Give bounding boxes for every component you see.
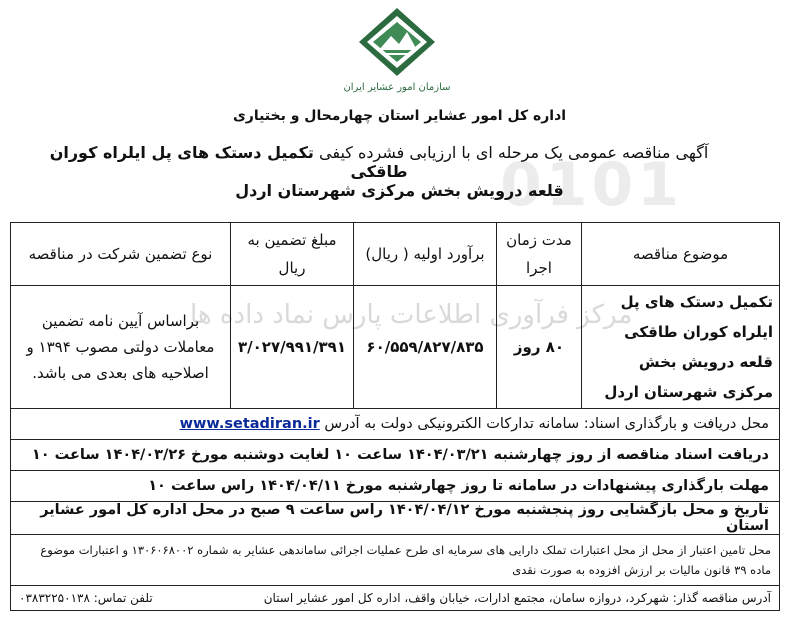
header-guarantee-amount: مبلغ تضمین به ریال	[231, 223, 354, 286]
table-header-row	[11, 223, 780, 286]
info-opening-row	[11, 502, 780, 535]
info-deadline-row	[11, 471, 780, 502]
cell-duration: ۸۰ روز	[497, 286, 582, 409]
cell-estimate: ۶۰/۵۵۹/۸۲۷/۸۳۵	[354, 286, 497, 409]
logo-caption: سازمان امور عشایر ایران	[343, 82, 451, 93]
table-row	[11, 286, 780, 409]
setadiran-link[interactable]: www.setadiran.ir	[179, 416, 320, 432]
cell-guarantee-amount: ۳/۰۲۷/۹۹۱/۳۹۱	[231, 286, 354, 409]
cell-guarantee-type: براساس آیین نامه تضمین معاملات دولتی مصوب ۱۳۹۴ و اصلاحیه های بعدی می باشد.	[11, 286, 231, 409]
footer-row	[11, 586, 780, 611]
header-subject: موضوع مناقصه	[582, 223, 780, 286]
info-docs-place-row	[11, 409, 780, 440]
tender-table	[10, 222, 780, 611]
docs-receive-text: دریافت اسناد مناقصه از روز چهارشنبه ۱۴۰۴/۰۳/۲۱ ساعت ۱۰ لغایت دوشنبه مورخ ۱۴۰۴/۰۳/۲۶ ساعت ۱۰	[11, 440, 780, 471]
info-funding-row	[11, 535, 780, 586]
funding-text: محل تامین اعتبار از محل از محل اعتبارات تملک دارایی های سرمایه ای طرح عملیات اجرائی ساماندهی عشایر به شماره ۱۳۰۶۰۶۸۰۰۲ و اعتبارات موضوع ماده ۳۹ قانون مالیات بر ارزش افزوده به صورت نقدی	[11, 535, 780, 586]
info-docs-receive-row	[11, 440, 780, 471]
logo-emblem-icon	[357, 6, 437, 80]
notice-title-bold: تکمیل دستک های پل ایلراه کوران طاقکی	[49, 143, 408, 181]
header-duration: مدت زمان اجرا	[497, 223, 582, 286]
organization-logo	[342, 6, 452, 102]
address-text: آدرس مناقصه گذار: شهرکرد، دروازه سامان، مجتمع ادارات، خیابان واقف، اداره کل امور عشایر استان	[263, 591, 771, 605]
notice-title	[29, 143, 729, 181]
phone-text: تلفن تماس: ۰۳۸۳۲۲۵۰۱۳۸	[19, 591, 153, 605]
opening-text: تاریخ و محل بازگشایی روز پنجشنبه مورخ ۱۴۰۴/۰۴/۱۲ راس ساعت ۹ صبح در محل اداره کل امور عشایر استان	[11, 502, 780, 535]
notice-subtitle: قلعه درویش بخش مرکزی شهرستان اردل	[235, 181, 564, 200]
notice-title-plain: آگهی مناقصه عمومی یک مرحله ای با ارزیابی فشرده کیفی	[319, 143, 709, 162]
deadline-text: مهلت بارگذاری پیشنهادات در سامانه تا روز چهارشنبه مورخ ۱۴۰۴/۰۴/۱۱ راس ساعت ۱۰	[11, 471, 780, 502]
docs-place-text: محل دریافت و بارگذاری اسناد: سامانه تدارکات الکترونیکی دولت به آدرس	[324, 416, 769, 432]
header-guarantee-type: نوع تضمین شرکت در مناقصه	[11, 223, 231, 286]
watermark-digits: 0101	[500, 150, 683, 220]
organization-name: اداره کل امور عشایر استان چهارمحال و بختیاری	[232, 108, 567, 124]
cell-subject: تکمیل دستک های پل ایلراه کوران طاقکی قلعه درویش بخش مرکزی شهرستان اردل	[582, 286, 780, 409]
header-estimate: برآورد اولیه ( ریال)	[354, 223, 497, 286]
watermark-text: مرکز فرآوری اطلاعات پارس نماد داده ها	[190, 300, 633, 330]
